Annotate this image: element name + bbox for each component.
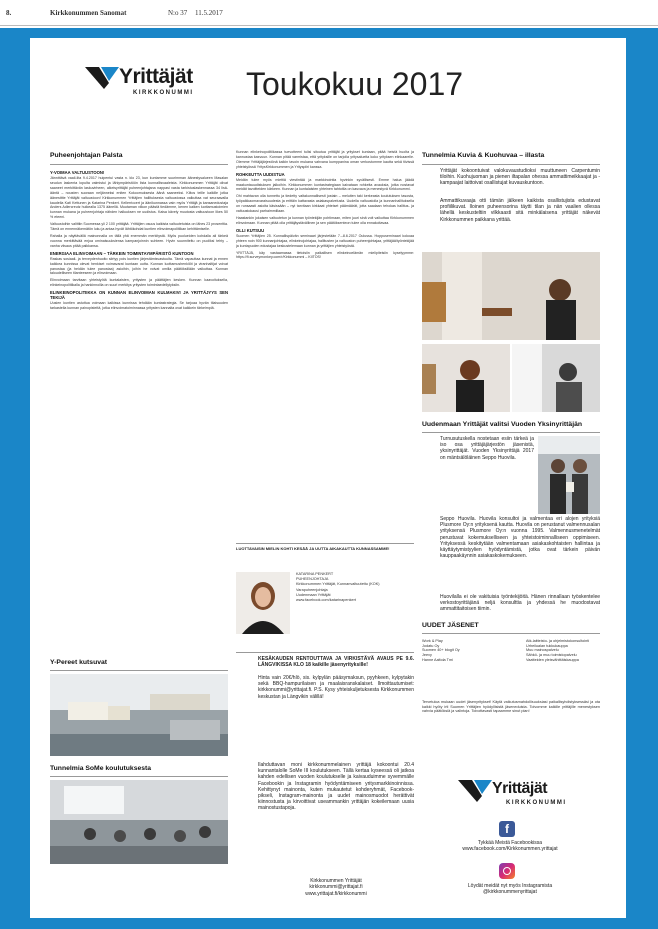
paragraph: Huovilalla ei ole vakituisia työntekijöitä. Hänen rinnallaan työskentelee verkostoyrittäjänä neljä konsulttia ja yhdessä he muodostavat ammattitaitoisen tiimin. (440, 594, 600, 613)
training-photo (50, 780, 228, 864)
paragraph: Kunnan elinkeinopolitiikassa tuevotteeni tulisi sitoutua yrittäjät ja yritykset kuntaan, pitää heistä huolta ja kannustaa kasvuun. Kunnan pitää varmistaa, että yrityksille on tarjolla yritysalueita koko yrityksen elinkaarelle. Olemme Yrittäjäjärjestönä kaikin tavoin mukana vahvana kumppanina oman verkostomme kautta sekä tiivissä yhteistyössä YritysKirkkonummen ja Yrityspiiri kanssa. (236, 150, 414, 169)
paragraph: Raskas sosiaali- ja terveydenhuolto siirtyy pois kuntien järjestämisvastuulta. Tämä vapauttaa kunnat ja ennen kaikkea kunnissa olevat henkiset voimavarat kuntaan uutta. Kunnan luottamushenkilöt ja viranhaltijat voivat panostaa (ja heidän tulee panostaa) asioihin, joihin he voivat omilla päätöksillään vaikuttaa. Kunnan taloudelliseen tilanteeseen ja elinvoimaan. (50, 256, 228, 276)
right-heading-3: UUDET JÄSENET (422, 622, 479, 629)
page-number: 8. (6, 9, 12, 17)
facebook-link[interactable]: www.facebook.com/Kirkkonummen.yrittajat (462, 846, 558, 853)
facebook-text: Tykkää Meistä Facebookissa (477, 840, 543, 846)
logo-text: Yrittäjät (119, 65, 193, 88)
subheading: ENERGIAA ELINVOIMAAN – TÄRKEIN TOIMINTAYMPÄRISTÖ KUNTOON (50, 250, 194, 256)
list-item: Work & Play Atk-laitteisto- ja ohjelmistokonsultointi (422, 639, 590, 643)
logo-text: Yrittäjät (492, 780, 548, 797)
paragraph: Uusien kuntien astuttua voimaan kaikissa kunnissa tehdään kuntastrategia. Se tarjoaa hyvän tilaisuuden tarkastella kunnan painopisteitä, jotka elinvoimatoiminnassa yritysten kannalta ovat kaikkein tärkeimpiä. (50, 301, 228, 311)
paragraph: Ohi mahtavan olla tunnettu ja tiedetty valtakunnallisesti jostain – meluiten taki kerkeasta koulutuksen tasosta, työpaikkaomavaraisuudesta ja erittäin kattavasta asiakaspalvelusta. Uudella valtuustolla ja kunnanhallituksella on runsaasti asioita käsissään – nyt tarvitaan kirkkaat yhteiset päämäärät, jotta saadaan tehokas hallitus- ja valtuustokausi parhaimmillaan. (236, 194, 414, 214)
paragraph: Elinvoimaan tarvitaan yhteistyötä kuntalaisten, yritysten ja päättäjien kesken. Kunnan kaavoituksella, elinkeinopolitiikalla ja hankinnoilla on suuri merkitys yritysten toimintaedellytyksiin. (50, 278, 228, 288)
photo1-heading: Y-Pereet kutsuvat (50, 659, 108, 666)
sig-name: KATARINA PENKERT (296, 572, 334, 576)
closing-line: LUOTTAVAISIN MIELIN KOHTI KESÄÄ JA UUTTA AIKAKAUTTA KUNNASSAMME! (236, 546, 390, 551)
divider (50, 776, 228, 777)
left-heading: Puheenjohtajan Palsta (50, 152, 123, 159)
paragraph: Rahalla ja näyttävällä mainonnalla on tällä yhä enemmän merkitystä. Myös puolueiden kohdalla ali tärkeä vuonna merkittävää enjoa ominaisuuksiensa kampanjoinnin suhteen. Hyvin suunniteltu on puoliksi tehty – vanha viisaus pitää paikkansa. (50, 233, 228, 248)
paragraph: Valtuustoihin valittiin Suomessa yli 2 100 yrittäjää. Yrittäjien osuus kaikista valtuutetuista on lähes 23 prosenttia. Tämä on ennennäkemätön luku ja antaa hyvät lähtökohdat kuntien elinvoimapolitiikan kehittämiselle. (50, 222, 228, 232)
paragraph: Yrittäjät kokoontuivat valokuvaustudioksi muuttuneen Carpentumin tiloihin. Kuohujuoman ja pienen iltapalan ohessa ammattimeikkaajat ja -kampaajat laittoivat osallistujat kuvauskuntoon. (440, 168, 600, 187)
subheading: ROHKEUTTA UUDISTUA (236, 171, 285, 177)
logo-subtitle: KIRKKONUMMI (133, 90, 194, 96)
divider (422, 164, 600, 165)
divider (50, 164, 228, 165)
paragraph: Suomen Yrittäjien 25. Kunnallispäivän seminaari järjestetään 7.–8.6.2017 Oulussa. Hoppuseminaari kokoaa yhteen noin 900 kunnanjohtajaa, elinkeinojohtajaa, hallitusten ja valtuuston puheenjohtajaa, yrittäjää/työntekijää ja kuntapuolen edustajaa keskustelemaan kunnan ja yrittäjien yhteistyöstä. (236, 233, 414, 248)
paragraph: Jännittävä vaali-ilta 9.4.2017 huipentui vasta n. klo 23, kun kuntamme suurimman äänestysalueen Masalan seudun laskenta lopulta valmistui ja lähiympäristöön lista kunnallisvaaleista. Kirkkonummen Yrittäjät olivat saaneet merkittävän laskuvirheen, alkeisyrittäjät puheenjohtajana nappasi vasta tarkistuslaskennassa 34 lisä-ääntä – nousten suoraan neljänneksi eniten Kokoomuksesta äänä saaneeksi. Kiitos teille kaikille jotka äänestitte Yrittäjät valtuustoon! Kirkkonummen Yrittäjien hallituksesta valtuustossa valkuttaa vat seuraavalla kaudella Kati Kettunen ja Katarina Penkert. Kellerriccert ja äänikunnassa vain myös Yrittäjä ja kansanedustaja Anders Adlercreutz huikealla 1375 äänellä. Muutaman viikon päästä tiedämme, kenen kaiken luottamustoimien kunnan mukana ja puheenjohtaja nähden halluuksen ne uudistus. Kaisa kävely muutosta valtuustoon likes 50 % eteeni. (50, 176, 228, 220)
paragraph: Turnusutuskella nostetaan esiin tärkeä ja iso osa yrittäjäjärjestön jäsenistä, yksinyrittäjät. Vuoden Yksinyrittäjä 2017 on mäntsälöläinen Seppo Huovila. (440, 436, 534, 461)
yrittajat-logo-small (458, 776, 584, 818)
list-item: Suomen 40+ blogit Oy Muu mainospalvelu (422, 648, 559, 653)
lounge-photo (50, 674, 228, 756)
page-title: Toukokuu 2017 (246, 66, 464, 102)
divider (422, 432, 600, 433)
photo2-heading: Tunnelmia SoMe koulutuksesta (50, 765, 152, 772)
sig-link[interactable]: www.facebook.com/katarinapenkert (296, 598, 356, 603)
subheading: Y-VOIMAA VALTUUSTOON! (50, 170, 105, 175)
sig-role: PUHEENJOHTAJA (296, 577, 329, 582)
event-heading: KESÄKAUDEN RENTOUTTAVA JA VIRKISTÄVÄ AVAUS PE 9.6. LÄNGVIKISSA KLO 18 kaikille jäsenyrityksille! (258, 656, 414, 669)
bird-logo-icon (458, 778, 492, 802)
event-photo-3 (512, 344, 600, 412)
divider (422, 633, 600, 634)
event-photo-1 (422, 252, 600, 340)
paragraph: Haastankin jokaisen valtuutetun ja kunnan työntekijän pohtimaan, miten juuri sinä voit vaikuttaa Kirkkonummen elinvoimaan. Kunnan pitää olla yrittäjäystävällinen ja sen päätöksenteon tulee olla ennakoitavaa. (236, 215, 414, 225)
contact-web[interactable]: www.yrittajat.fi/kirkkonummi (305, 890, 367, 897)
publication-name: Kirkkonummen Sanomat (50, 9, 127, 17)
subheading: OLLI KUTSUU (236, 227, 265, 233)
editorial-column-2 (236, 150, 414, 542)
sig-line: Uudenmaan Yrittäjät (296, 592, 331, 597)
event-photo-2 (422, 344, 510, 412)
list-item: Jodatu Oy Urheilualan tukkukauppa (422, 643, 568, 648)
paragraph: Meidän tulee myös miettiä viestintää ja markkinointia hyvinkin syvällisesti. Emme halua jäädä maakuntauudistuksen jalkoihin. Kirkkonummen kuntastrategiaan kaivataan rohkeita avauksia, jotka nostavat meidät tavoitteiden kärkeen. Kunnan ja kuntalaisten yhteinen tahtotila on kasvava ja menestyvä Kirkkonummi. (236, 177, 414, 192)
subheading: ELINKEINOPOLITIIKKA ON KUNNAN ELINVOIMAN KULMAKIVI JA YRITTÄJYYS SEN TEKIJÄ (50, 290, 228, 301)
sig-line: Kirkkonummen Yrittäjät, Kunnanvaltuutettu (KOK) (296, 582, 380, 587)
instagram-text: Löydät meidät nyt myös Instagramista (467, 883, 553, 889)
page-header (0, 0, 658, 26)
list-item: Hanne Aaltola Tmi Vaatteiden yleisvähittäiskauppa (422, 657, 579, 662)
issue-number: N:o 37 (168, 9, 188, 17)
divider (236, 652, 414, 653)
contact-org: Kirkkonummen Yrittäjät (310, 878, 362, 884)
portrait-photo (236, 572, 290, 634)
paragraph: Seppo Huovila. Huovila konsultoi ja valmentaa eri alojen yrityksiä Plusmore Oy:n yrityksenä kautta. Huovila on perustanut valmennusalan yrityksensä Plusmore Oy:n vuonna 1995. Valmennusmenetelmät perustuvat kokemukselliseen ja yhteistoiminnalliseen oppimiseen. Yrityksessä keskitytään valmentamaan asiakaskohtaisten hallintaa ja käyttäytymistyylien hyödyntämistä, jotka ovat tärkein päivän kauppaakäynnin asiakaskokemukseen. (440, 516, 600, 560)
list-item: Jeevy Sähkö- ja muu toimistopalvelu (422, 653, 577, 658)
right-heading-1: Tunnelmia Kuvia & Kuohuvaa – illasta (422, 152, 545, 159)
editorial-column (50, 168, 228, 656)
issue-date: 11.5.2017 (195, 9, 223, 17)
facebook-block (428, 840, 592, 853)
logo-subtitle: KIRKKONUMMI (506, 800, 567, 806)
facebook-icon[interactable]: f (499, 821, 515, 837)
contact-block (258, 878, 414, 897)
welcome-text: Tervetuloa mukaan uudet jäsenyritykset! Käytä vaikutusmahdollisuuksiasi paikallisyhdistyksessäsi ja ota kaikki hyöty irti Suomen Yrittäjien hyödyllisistä jäseneduista. Toivomme kaikille yrittäjille menestyksen vahvia päätöksiä ja valintoja. Toivottavasti tapaamme sinut pian! (422, 700, 600, 714)
members-list (422, 639, 600, 663)
paragraph: YRITTÄJÄ, käy vastaamassa tietoisiin paikallisen elinkeinoelämän mielipiteisiin kyselyymme: https://fi.surveymonkey.com/r/Kirkkonummi – KIITOS! (236, 250, 414, 260)
right-heading-2: Uudenmaan Yrittäjät valitsi Vuoden Yksinyrittäjän (422, 421, 583, 428)
instagram-handle[interactable]: @kirkkonummenyrittajat (483, 889, 537, 896)
paragraph: Ammattikuvaaja otti tämän jälkeen kaikista osallistujista edustavat profiilikuvat. Iloinen puheensorina täytti tilan ja nän vaalien ollessa lähellä keskusteltiin vilkkaasti sitä minkälaisena yrittäjät näkevät Kirkkonummen paikkana yrittää. (440, 198, 600, 223)
bird-logo-icon (85, 65, 119, 89)
contact-email[interactable]: kirkkonummi@yrittajat.fi (309, 884, 363, 891)
instagram-icon[interactable] (499, 863, 515, 879)
award-photo (538, 436, 600, 514)
event-text: Hinta vain 20€/hlö, sis. kylpylän pääsymaksun, pyyhkeen, kylpytakin sekä BBQ-hampurilaisen ja maalaisranskalaiset. Ilmoittautumiset: kirkkonummi@yrittajat.fi. P.S. Kysy yhteiskuljetuksesta Kirkkonummen keskustan ja Längvikin välillä! (258, 675, 414, 700)
some-text: Ilahduttavan moni kirkkonummelainen yrittäjä kokoontui 20.4 kunnantalolle SoMe III koulutukseen. Tällä kertaa kyseessä oli jatkoa kahden edellisen vuoden koulutukselle ja kaivauduimme syvemmälle Facebookin ja Instagramin hyödyntämiseen yritysmarkkinoinnissa. Kehittynyt mainonta, kuten mukautetut kohderyhmät, Facebook-pikseli, Instagram-mainonta ja uudet mainosmuodot herättivät kiinnostusta ja kirvoittivat useammankin yrittäjän kokeilemaan uusia mainostustapoja. (258, 762, 414, 812)
yrittajat-logo (85, 63, 211, 105)
instagram-block (428, 883, 592, 896)
sig-line: Varapuheenjohtaja (296, 587, 328, 592)
divider (50, 670, 228, 671)
signature-block (296, 572, 414, 603)
divider (236, 543, 414, 544)
